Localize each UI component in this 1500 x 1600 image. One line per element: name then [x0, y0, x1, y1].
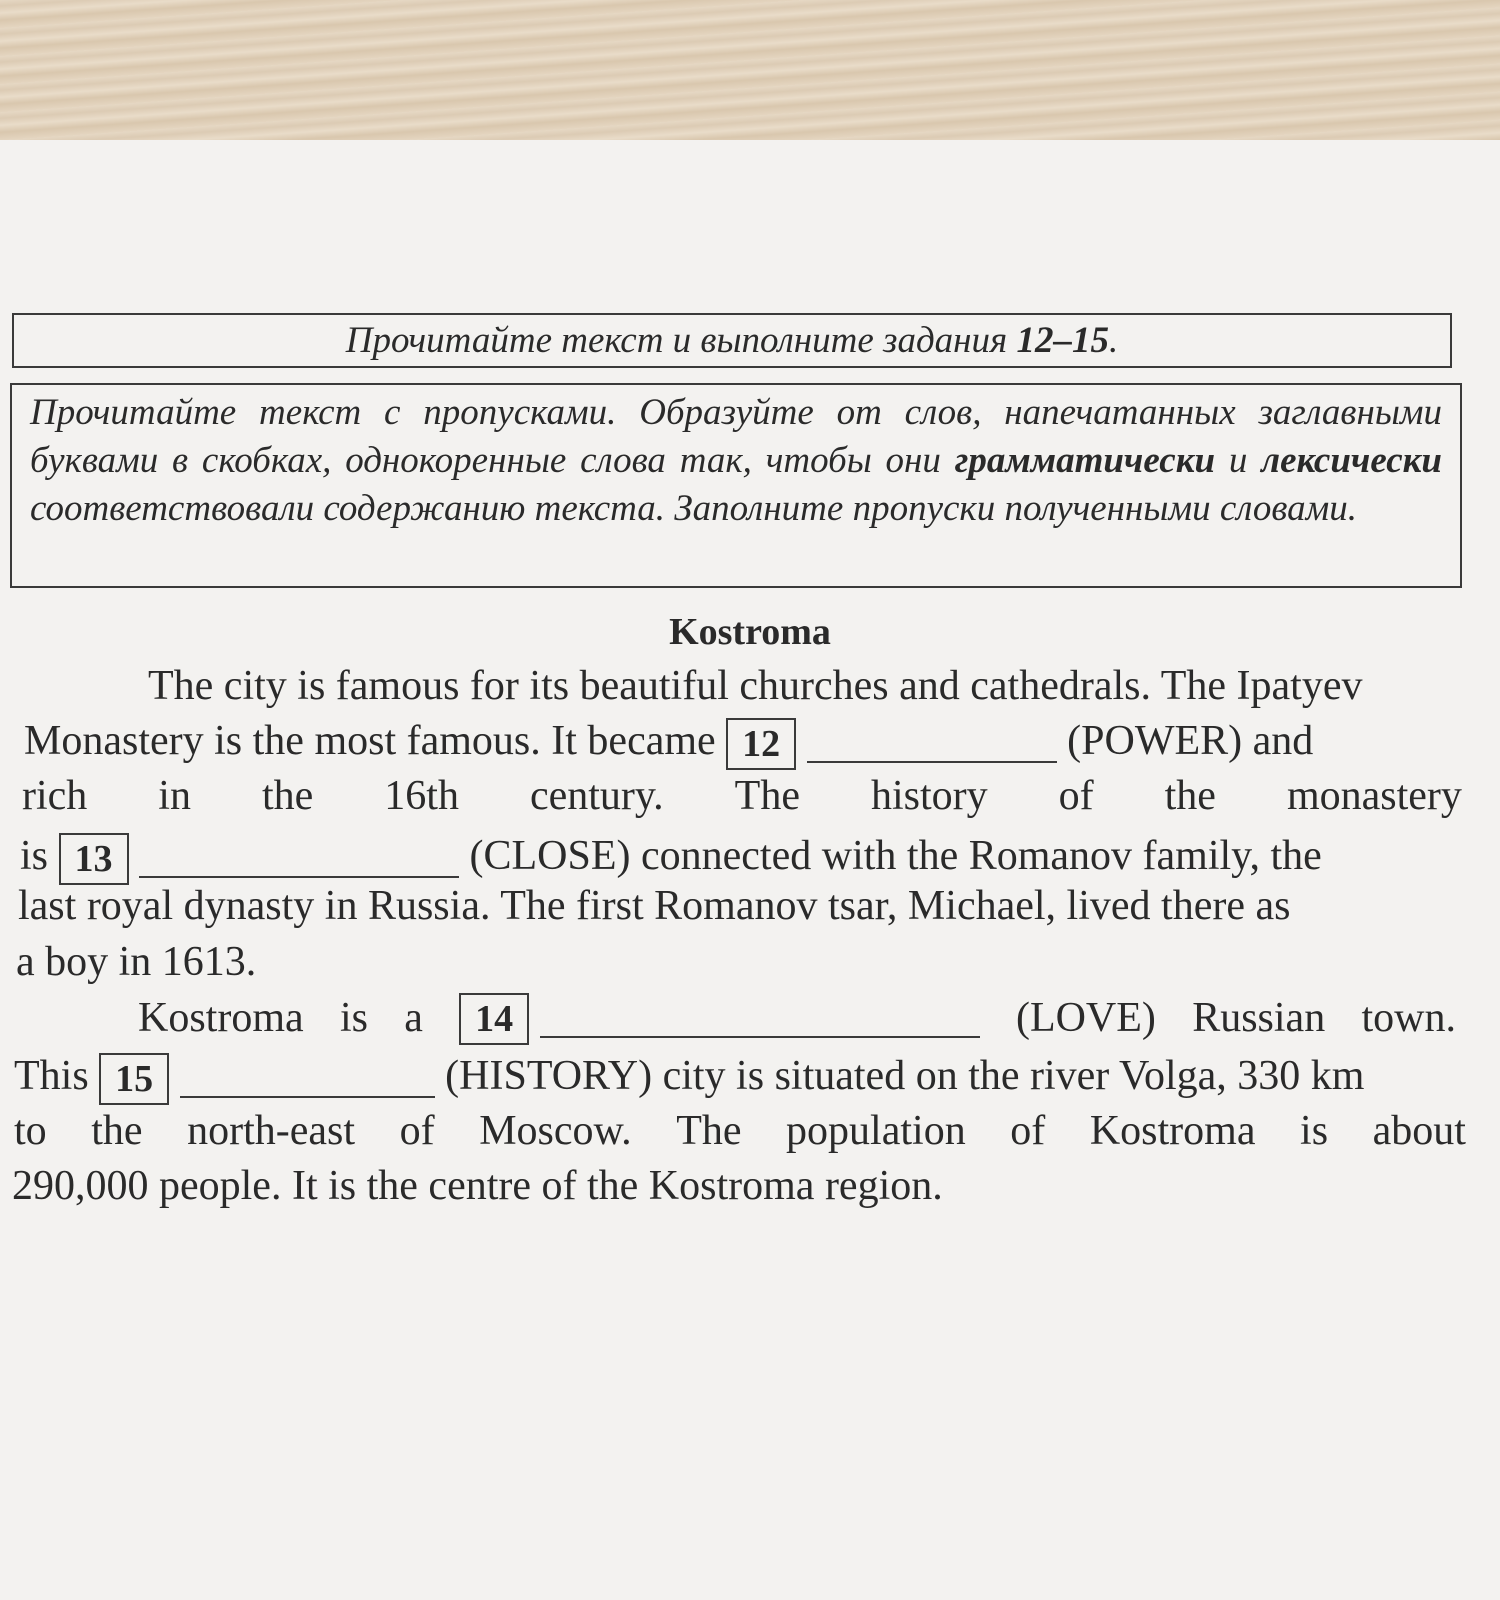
text-line-1: The city is famous for its beautiful churches and cathedrals. The Ipatyev — [148, 663, 1363, 709]
article-title: Kostroma — [669, 611, 831, 653]
answer-blank-12[interactable] — [807, 725, 1057, 763]
gap-number-13: 13 — [59, 833, 129, 885]
instructions-part1: Прочитайте текст с пропусками. Образуйте от слов, напечатанных заглавными буквами в скобках, однокоренные слова так, чтобы они — [30, 392, 1442, 481]
text-line-3 — [22, 770, 1462, 822]
text-line-9-word-5: Moscow. — [479, 1108, 632, 1154]
text-line-2 — [24, 715, 1313, 770]
text-line-3-word-4: 16th — [384, 773, 459, 819]
task-header-text: Прочитайте текст и выполните задания — [345, 320, 1017, 361]
text-line-6: a boy in 1613. — [16, 939, 257, 985]
text-line-3-word-1: rich — [22, 773, 88, 819]
text-line-9-word-9: Kostroma — [1089, 1108, 1256, 1154]
text-line-2-start: Monastery is the most famous. It became — [24, 718, 716, 764]
text-line-7-word-6: town. — [1361, 994, 1456, 1041]
text-line-9-word-8: of — [1010, 1108, 1046, 1154]
text-line-3-word-9: the — [1164, 773, 1216, 819]
text-line-8-start: This — [14, 1053, 89, 1099]
text-line-7-word-3: a — [404, 994, 423, 1041]
text-line-9-word-7: population — [786, 1108, 966, 1154]
instructions-bold-grammar: грамматически — [954, 440, 1216, 481]
instructions-part3: соответствовали содержанию текста. Заполните пропуски полученными словами. — [30, 488, 1357, 529]
text-line-5: last royal dynasty in Russia. The first Romanov tsar, Michael, lived there as — [18, 883, 1291, 929]
task-range: 12–15 — [1016, 320, 1109, 361]
text-line-2-end: (POWER) and — [1067, 718, 1314, 764]
text-line-7-word-1: Kostroma — [138, 994, 304, 1041]
text-line-7-word-4: (LOVE) — [1015, 994, 1156, 1041]
text-line-3-word-3: the — [261, 773, 314, 819]
answer-blank-14[interactable] — [540, 1000, 980, 1038]
text-line-3-word-2: in — [158, 773, 191, 819]
text-line-8 — [14, 1050, 1364, 1105]
text-line-3-word-6: The — [734, 773, 800, 819]
instructions-bold-lexical: лексически — [1261, 440, 1443, 481]
answer-blank-13[interactable] — [139, 840, 459, 878]
text-line-10: 290,000 people. It is the centre of the Kostroma region. — [12, 1163, 943, 1209]
text-line-4 — [20, 830, 1322, 885]
text-line-7-word-5: Russian — [1192, 994, 1326, 1041]
instructions-part2: и — [1215, 440, 1262, 481]
gap-number-15: 15 — [99, 1053, 169, 1105]
text-line-9 — [14, 1105, 1466, 1157]
text-line-9-word-2: the — [91, 1108, 143, 1154]
text-line-9-word-3: north-east — [187, 1108, 356, 1154]
instructions-box — [10, 383, 1462, 588]
text-line-4-end: (CLOSE) connected with the Romanov family, the — [469, 833, 1322, 879]
answer-blank-15[interactable] — [180, 1060, 435, 1098]
text-line-9-word-4: of — [399, 1108, 435, 1154]
text-line-3-word-5: century. — [529, 773, 664, 819]
text-line-3-word-7: history — [870, 773, 988, 819]
text-line-9-word-11: about — [1372, 1108, 1466, 1154]
text-line-7-word-2: is — [339, 994, 368, 1041]
text-line-4-start: is — [20, 833, 49, 879]
gap-number-14: 14 — [459, 993, 529, 1045]
gap-number-12: 12 — [726, 718, 796, 770]
text-line-7 — [138, 990, 1456, 1045]
text-line-9-word-10: is — [1300, 1108, 1329, 1154]
text-line-3-word-10: monastery — [1286, 773, 1462, 819]
task-header-end: . — [1108, 320, 1119, 361]
gap-14-group — [459, 990, 980, 1045]
task-header-box — [12, 313, 1452, 368]
text-line-8-end: (HISTORY) city is situated on the river Volga, 330 km — [445, 1053, 1365, 1099]
table-surface — [0, 0, 1500, 160]
text-line-3-word-8: of — [1058, 773, 1094, 819]
text-line-9-word-6: The — [676, 1108, 742, 1154]
text-line-9-word-1: to — [14, 1108, 47, 1154]
